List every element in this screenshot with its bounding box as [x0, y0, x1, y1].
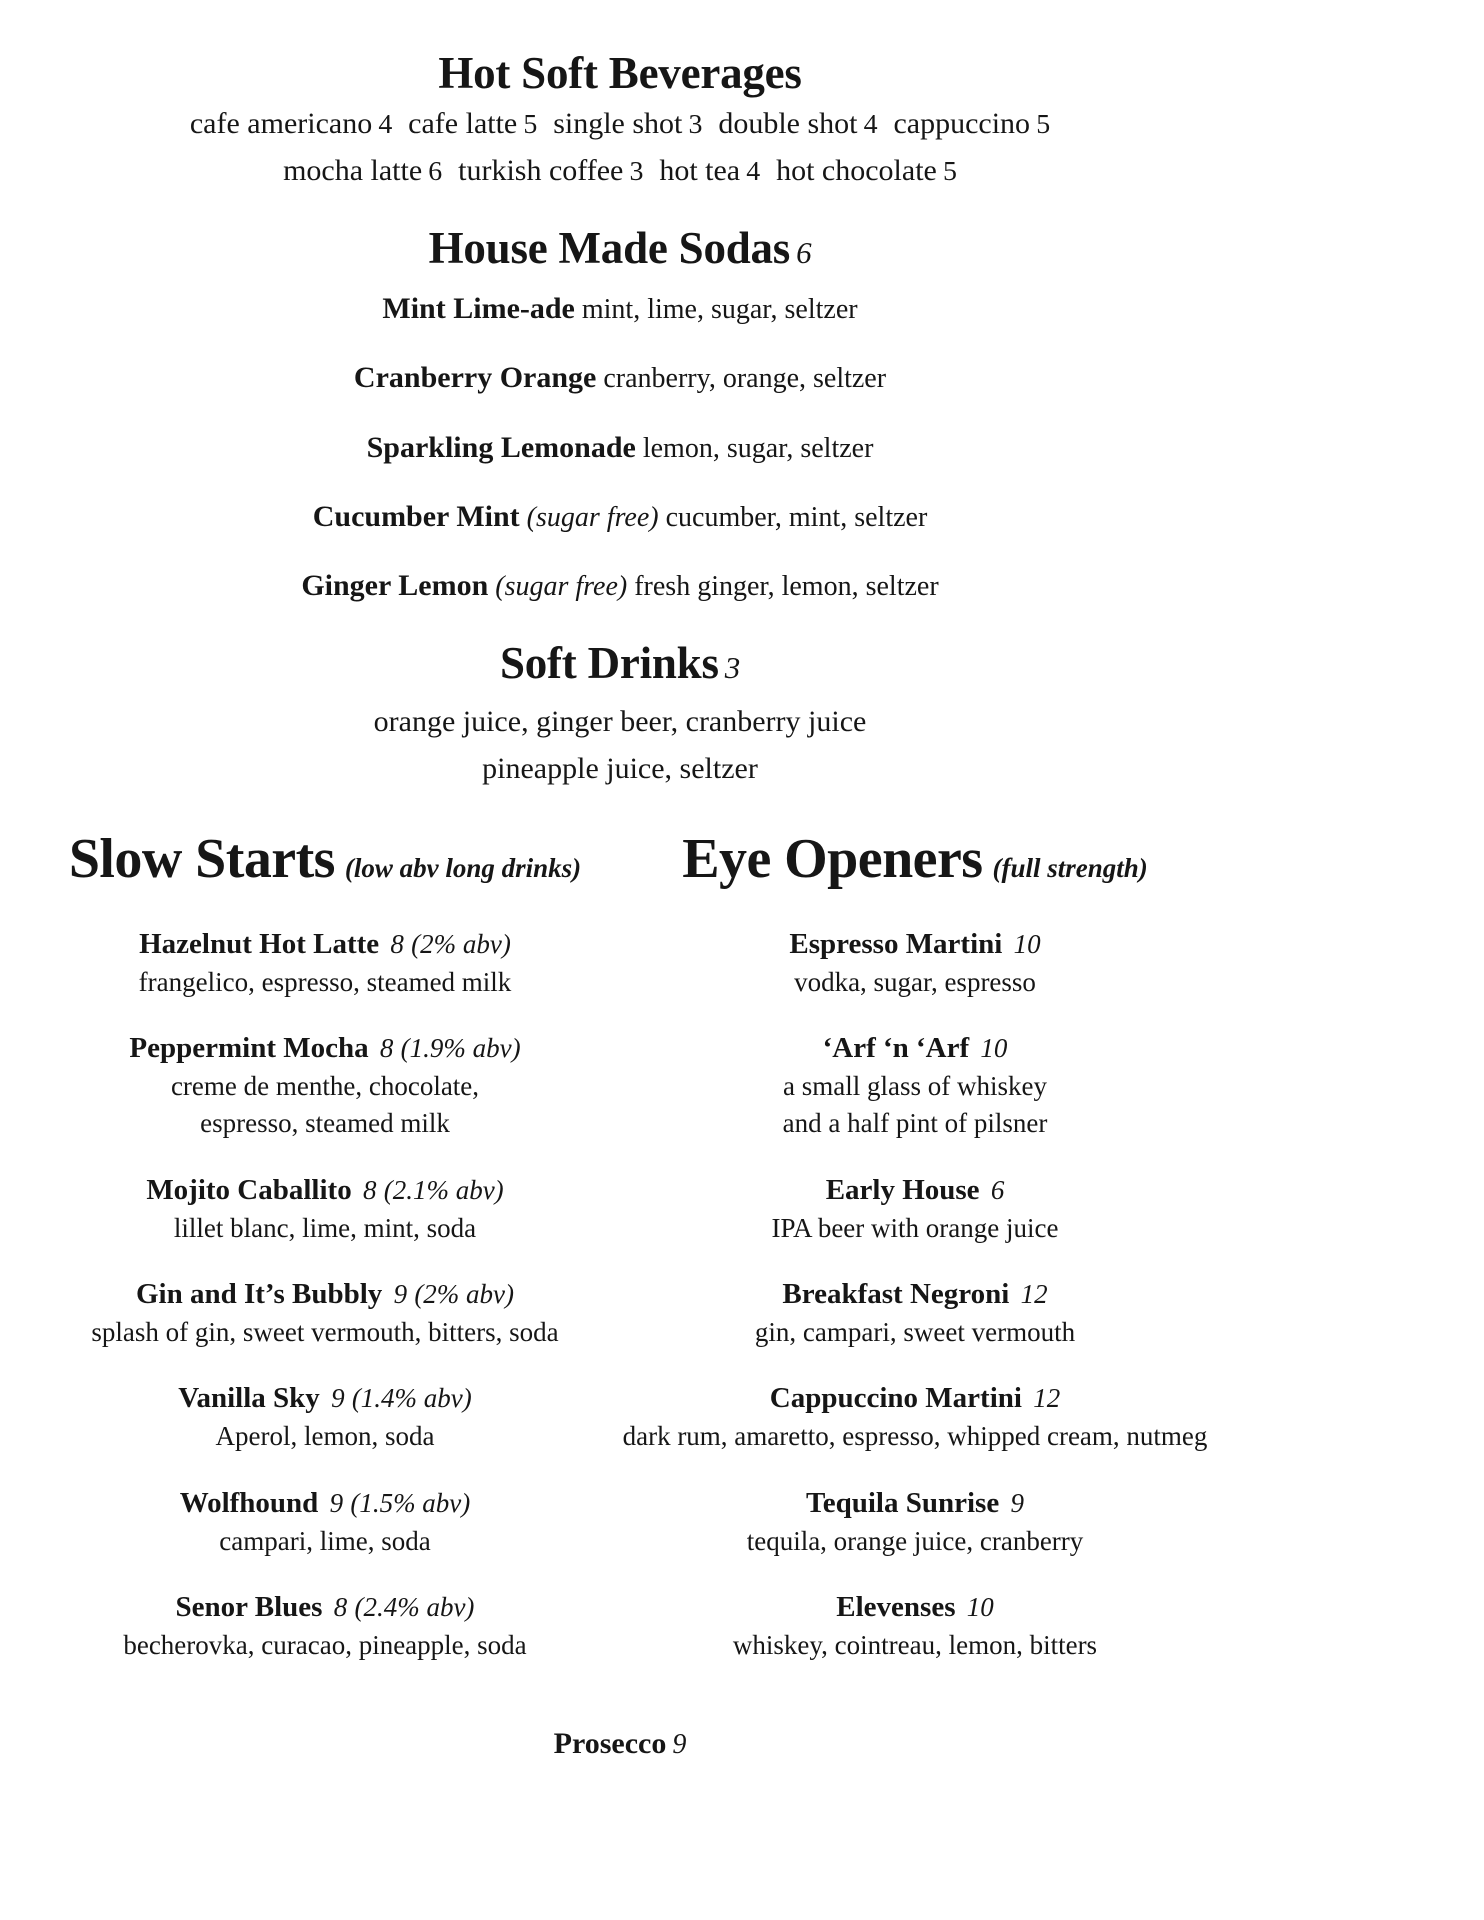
menu-item-cafe-americano: [190, 107, 392, 140]
menu-item-cappuccino: [893, 107, 1050, 140]
menu-item-mocha-latte: [283, 154, 442, 187]
item-name: Gin and It’s Bubbly: [135, 1277, 383, 1310]
item-price: 4: [863, 109, 878, 140]
item-ingredients: lillet blanc, lime, mint, soda: [173, 1212, 477, 1243]
item-price: 3: [688, 109, 703, 140]
menu-item-vanilla-sky: [30, 1379, 620, 1455]
menu-item-turkish-coffee: [458, 154, 643, 187]
item-price: 3: [629, 156, 644, 188]
section-house-made-sodas: [30, 221, 1210, 606]
menu-item-tequila-sunrise: [620, 1484, 1210, 1560]
item-ingredients: tequila, orange juice, cranberry: [746, 1525, 1084, 1556]
soft-drinks-list: [30, 698, 1210, 793]
item-ingredients: espresso, steamed milk: [200, 1108, 450, 1139]
item-name: Ginger Lemon: [301, 569, 489, 603]
item-name: double shot: [718, 107, 858, 140]
item-price: 10: [1013, 928, 1041, 959]
soda-list: [30, 289, 1210, 606]
item-ingredients: campari, lime, soda: [219, 1525, 431, 1556]
column-subtitle: (full strength): [992, 852, 1148, 883]
item-name: Prosecco: [553, 1726, 667, 1760]
menu-item-gin-and-its-bubbly: [30, 1275, 620, 1351]
item-name: mocha latte: [283, 154, 423, 188]
item-name: Peppermint Mocha: [129, 1031, 369, 1064]
item-price: 4: [746, 156, 761, 188]
item-price: 9: [329, 1487, 344, 1518]
menu-item-elevenses: [620, 1588, 1210, 1664]
item-ingredients: cucumber, mint, seltzer: [665, 501, 928, 533]
soft-drinks-line-2: pineapple juice, seltzer: [482, 752, 758, 786]
item-name: single shot: [553, 107, 683, 140]
column-slow-starts: [30, 827, 620, 1693]
eye-openers-header: [620, 827, 1210, 891]
item-name: Early House: [825, 1173, 980, 1206]
item-price: 9: [393, 1278, 408, 1309]
item-ingredients: dark rum, amaretto, espresso, whipped cream, nutmeg: [622, 1421, 1208, 1452]
item-name: Sparkling Lemonade: [366, 430, 636, 464]
item-name: cappuccino: [893, 107, 1031, 140]
item-price: 5: [1036, 109, 1051, 140]
item-abv: (1.4% abv): [351, 1383, 472, 1414]
menu-item-hazelnut-hot-latte: [30, 925, 620, 1001]
item-price: 8: [362, 1174, 377, 1205]
section-hot-soft-beverages: [30, 46, 1210, 195]
item-ingredients: whiskey, cointreau, lemon, bitters: [732, 1630, 1098, 1661]
house-made-sodas-title: [30, 221, 1210, 275]
item-note: (sugar free): [526, 501, 659, 533]
item-name: Cucumber Mint: [312, 499, 520, 533]
menu-item-prosecco: [30, 1727, 1210, 1761]
item-note: (sugar free): [495, 571, 628, 603]
item-name: hot chocolate: [776, 154, 937, 188]
item-price: 8: [390, 928, 404, 959]
menu-item-mojito-caballito: [30, 1171, 620, 1247]
item-price: 9: [331, 1383, 345, 1414]
item-name: Tequila Sunrise: [806, 1486, 1000, 1519]
item-name: Cappuccino Martini: [769, 1382, 1022, 1415]
menu-item-early-house: [620, 1171, 1210, 1247]
menu-item-espresso-martini: [620, 925, 1210, 1001]
hot-beverages-line-2: [30, 147, 1210, 194]
section-price: 6: [796, 234, 812, 270]
item-ingredients: vodka, sugar, espresso: [794, 966, 1036, 997]
slow-starts-header: [30, 827, 620, 891]
item-name: Elevenses: [836, 1591, 956, 1624]
item-name: Mojito Caballito: [146, 1173, 352, 1206]
item-ingredients: fresh ginger, lemon, seltzer: [634, 571, 939, 603]
menu-item-double-shot: [718, 107, 877, 140]
menu-item-cafe-latte: [408, 107, 537, 140]
item-ingredients: splash of gin, sweet vermouth, bitters, soda: [91, 1317, 559, 1348]
drinks-menu-page: [30, 0, 1210, 1761]
item-price: 9: [672, 1728, 687, 1760]
soda-item-cranberry-orange: [30, 358, 1210, 397]
item-name: Mint Lime-ade: [382, 291, 575, 325]
item-abv: (2% abv): [411, 928, 511, 959]
column-subtitle: (low abv long drinks): [344, 852, 582, 883]
soda-item-mint-lime-ade: [30, 289, 1210, 328]
soda-item-cucumber-mint: [30, 497, 1210, 536]
item-ingredients: cranberry, orange, seltzer: [603, 363, 887, 395]
menu-item-single-shot: [553, 107, 702, 140]
soda-item-sparkling-lemonade: [30, 428, 1210, 467]
column-title: Eye Openers: [682, 827, 983, 890]
item-name: Vanilla Sky: [178, 1382, 320, 1415]
item-name: Senor Blues: [175, 1591, 323, 1624]
item-name: Cranberry Orange: [353, 361, 597, 395]
column-title: Slow Starts: [68, 827, 335, 890]
menu-item-senor-blues: [30, 1588, 620, 1664]
item-price: 12: [1033, 1383, 1061, 1414]
item-name: turkish coffee: [458, 154, 624, 188]
item-abv: (1.5% abv): [350, 1487, 471, 1518]
cocktail-columns: [30, 827, 1210, 1693]
item-ingredients: frangelico, espresso, steamed milk: [138, 966, 512, 997]
item-ingredients: and a half pint of pilsner: [782, 1108, 1048, 1139]
item-name: hot tea: [659, 154, 741, 188]
item-abv: (2.4% abv): [354, 1592, 475, 1623]
hot-beverages-line-1: [30, 100, 1210, 147]
section-soft-drinks: [30, 636, 1210, 793]
item-name: Breakfast Negroni: [782, 1277, 1010, 1310]
menu-item-peppermint-mocha: [30, 1029, 620, 1143]
item-name: ‘Arf ‘n ‘Arf: [822, 1031, 970, 1064]
menu-item-arf-n-arf: [620, 1029, 1210, 1143]
section-title-text: House Made Sodas: [428, 222, 791, 273]
item-price: 10: [980, 1032, 1008, 1063]
menu-item-hot-chocolate: [776, 154, 957, 187]
item-price: 4: [378, 109, 393, 140]
item-name: Hazelnut Hot Latte: [139, 927, 380, 960]
menu-item-breakfast-negroni: [620, 1275, 1210, 1351]
column-eye-openers: [620, 827, 1210, 1693]
soft-drinks-title: [30, 636, 1210, 690]
item-price: 6: [428, 156, 443, 188]
menu-item-wolfhound: [30, 1484, 620, 1560]
item-price: 8: [379, 1032, 394, 1063]
item-ingredients: lemon, sugar, seltzer: [642, 432, 874, 464]
item-price: 8: [333, 1592, 348, 1623]
item-price: 9: [1010, 1487, 1024, 1518]
item-ingredients: mint, lime, sugar, seltzer: [581, 293, 858, 325]
menu-item-hot-tea: [659, 154, 760, 187]
item-name: Espresso Martini: [789, 927, 1003, 960]
item-abv: (2% abv): [414, 1278, 515, 1309]
soda-item-ginger-lemon: [30, 566, 1210, 605]
item-ingredients: Aperol, lemon, soda: [215, 1421, 435, 1452]
item-abv: (1.9% abv): [400, 1032, 521, 1063]
item-name: cafe latte: [408, 107, 518, 140]
soft-drinks-line-1: orange juice, ginger beer, cranberry juice: [373, 704, 867, 738]
item-ingredients: creme de menthe, chocolate,: [170, 1071, 480, 1102]
item-ingredients: gin, campari, sweet vermouth: [754, 1317, 1076, 1348]
section-title-text: Soft Drinks: [499, 637, 719, 688]
menu-item-cappuccino-martini: [620, 1379, 1210, 1455]
section-price: 3: [724, 649, 741, 685]
item-ingredients: becherovka, curacao, pineapple, soda: [123, 1630, 527, 1661]
hot-soft-beverages-title: Hot Soft Beverages: [438, 48, 802, 98]
item-name: cafe americano: [189, 107, 373, 140]
item-price: 6: [990, 1174, 1005, 1205]
item-name: Wolfhound: [179, 1486, 319, 1519]
item-abv: (2.1% abv): [383, 1174, 504, 1205]
item-price: 10: [966, 1592, 994, 1623]
item-price: 5: [942, 156, 957, 188]
item-ingredients: a small glass of whiskey: [783, 1071, 1047, 1102]
item-ingredients: IPA beer with orange juice: [771, 1212, 1059, 1243]
item-price: 5: [523, 109, 538, 140]
item-price: 12: [1020, 1278, 1048, 1309]
